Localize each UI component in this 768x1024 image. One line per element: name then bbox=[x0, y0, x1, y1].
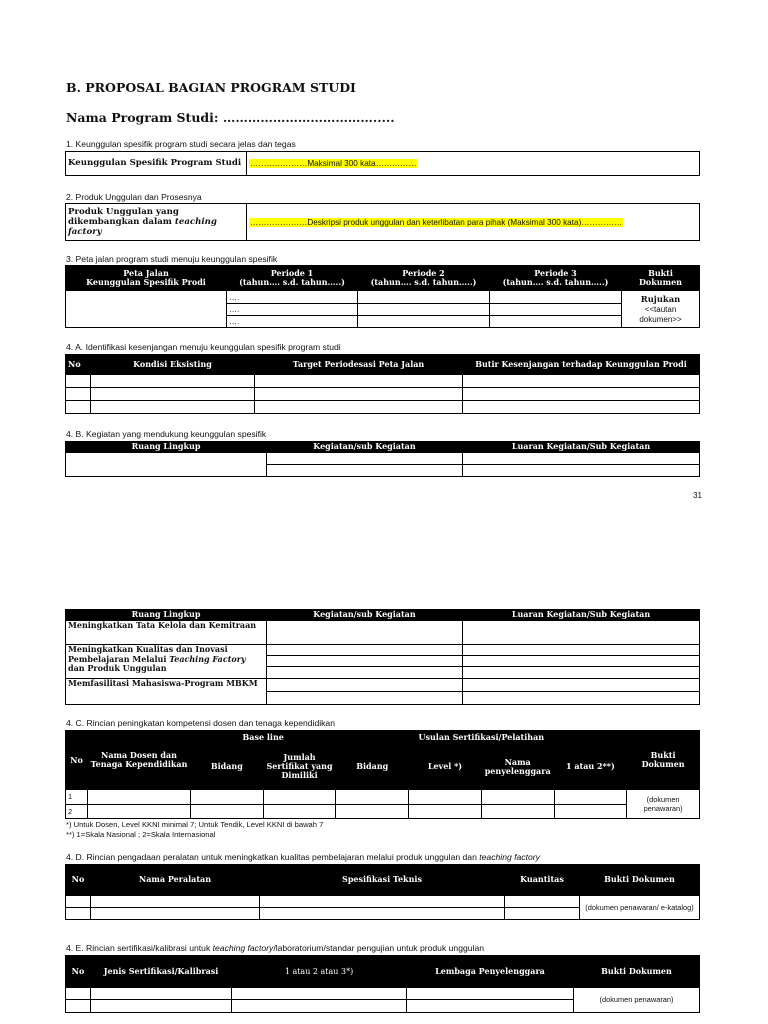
s4b-header-kegiatan: Kegiatan/sub Kegiatan bbox=[267, 442, 463, 453]
s4b-cont-cell[interactable] bbox=[463, 645, 700, 656]
s3-cell[interactable] bbox=[358, 303, 490, 315]
s4c-table bbox=[65, 730, 700, 819]
s4c-row-no-1: 1 bbox=[66, 790, 88, 804]
s4c-note-2: **) 1=Skala Nasional ; 2=Skala Internasional bbox=[66, 830, 216, 839]
s4b-caption: 4. B. Kegiatan yang mendukung keunggulan spesifik bbox=[66, 429, 267, 439]
s4c-cell[interactable] bbox=[191, 804, 264, 818]
s4c-caption: 4. C. Rincian peningkatan kompetensi dosen dan tenaga kependidikan bbox=[66, 718, 335, 728]
section-title: B. PROPOSAL BAGIAN PROGRAM STUDI bbox=[66, 80, 356, 95]
page-number: 31 bbox=[693, 491, 702, 500]
s4e-cell[interactable] bbox=[66, 987, 91, 1000]
s4a-cell[interactable] bbox=[91, 375, 255, 388]
s4d-table bbox=[65, 864, 700, 920]
s4c-cell[interactable] bbox=[263, 804, 336, 818]
s4b-cont-header-luaran: Luaran Kegiatan/Sub Kegiatan bbox=[463, 610, 700, 621]
s4b-cont-cell[interactable] bbox=[463, 667, 700, 679]
s4d-bukti-value[interactable]: (dokumen penawaran/ e-katalog) bbox=[580, 895, 700, 919]
s4c-header-nama: Nama Dosen dan Tenaga Kependidikan bbox=[88, 731, 191, 790]
s4e-header-bukti: Bukti Dokumen bbox=[574, 956, 700, 988]
s4c-cell[interactable] bbox=[336, 790, 409, 804]
s1-value: …………………Maksimal 300 kata…………… bbox=[250, 159, 417, 168]
s2-table bbox=[65, 203, 700, 241]
s4d-header-bukti: Bukti Dokumen bbox=[580, 865, 700, 896]
s4b-cont-r1: Meningkatkan Tata Kelola dan Kemitraan bbox=[66, 621, 267, 645]
s4a-header-kondisi: Kondisi Eksisting bbox=[91, 355, 255, 375]
s4b-cont-header-kegiatan: Kegiatan/sub Kegiatan bbox=[267, 610, 463, 621]
s4c-header-usulan: Usulan Sertifikasi/Pelatihan bbox=[336, 731, 627, 744]
s4b-cont-cell[interactable] bbox=[267, 679, 463, 692]
s3-cell-peta[interactable] bbox=[66, 291, 227, 328]
s4b-cont-r2: Meningkatkan Kualitas dan Inovasi Pembelajaran Melalui Teaching Factory dan Produk Unggulan bbox=[66, 645, 267, 679]
s3-row-2[interactable]: …. bbox=[227, 303, 358, 315]
s4c-cell[interactable] bbox=[191, 790, 264, 804]
s3-header-periode3: Periode 3 (tahun…. s.d. tahun…..) bbox=[490, 266, 622, 291]
s4a-cell[interactable] bbox=[255, 401, 463, 414]
s4d-cell[interactable] bbox=[260, 895, 505, 907]
s2-value: …………………Deskripsi produk unggulan dan keterlibatan para pihak (Maksimal 300 kata)…………… bbox=[250, 217, 623, 227]
s3-row-3[interactable]: …. bbox=[227, 315, 358, 327]
s3-cell[interactable] bbox=[358, 291, 490, 303]
s4c-cell[interactable] bbox=[409, 804, 482, 818]
s4e-header-lembaga: Lembaga Penyelenggara bbox=[407, 956, 574, 988]
s4b-cont-cell[interactable] bbox=[267, 656, 463, 667]
s4b-cell-ruang[interactable] bbox=[66, 453, 267, 477]
s4c-row-no-2: 2 bbox=[66, 804, 88, 818]
s3-cell[interactable] bbox=[490, 303, 622, 315]
s4c-cell[interactable] bbox=[263, 790, 336, 804]
s4b-cell[interactable] bbox=[463, 453, 700, 465]
s4d-cell[interactable] bbox=[66, 895, 91, 907]
s4e-cell[interactable] bbox=[407, 1000, 574, 1013]
s1-table bbox=[65, 151, 700, 176]
s4c-note-1: *) Untuk Dosen, Level KKNI minimal 7; Untuk Tendik, Level KKNI di bawah 7 bbox=[66, 820, 324, 829]
s3-header-bukti: Bukti Dokumen bbox=[622, 266, 700, 291]
s4e-header-no: No bbox=[66, 956, 91, 988]
s4d-cell[interactable] bbox=[260, 907, 505, 919]
s4d-cell[interactable] bbox=[91, 907, 260, 919]
s4c-header-jumlah: Jumlah Sertifikat yang Dimiliki bbox=[263, 744, 336, 790]
s4b-cont-cell[interactable] bbox=[267, 645, 463, 656]
s4c-header-bukti: Bukti Dokumen bbox=[627, 731, 700, 790]
s3-cell[interactable] bbox=[490, 291, 622, 303]
s4a-header-target: Target Periodesasi Peta Jalan bbox=[255, 355, 463, 375]
s1-caption: 1. Keunggulan spesifik program studi secara jelas dan tegas bbox=[66, 139, 296, 149]
s4c-bukti-value[interactable]: (dokumen penawaran) bbox=[627, 790, 700, 819]
s4d-cell[interactable] bbox=[505, 895, 580, 907]
s4a-table bbox=[65, 354, 700, 414]
s4b-header-ruang: Ruang Lingkup bbox=[66, 442, 267, 453]
s4e-cell[interactable] bbox=[232, 987, 407, 1000]
s4b-cont-cell[interactable] bbox=[267, 667, 463, 679]
s4c-cell[interactable] bbox=[336, 804, 409, 818]
s4e-cell[interactable] bbox=[66, 1000, 91, 1013]
s3-header-periode1: Periode 1 (tahun…. s.d. tahun…..) bbox=[227, 266, 358, 291]
s4b-cell[interactable] bbox=[463, 465, 700, 477]
s4e-table bbox=[65, 955, 700, 1013]
s4b-cont-cell[interactable] bbox=[463, 692, 700, 705]
s4d-header-no: No bbox=[66, 865, 91, 896]
s4b-cont-header-ruang: Ruang Lingkup bbox=[66, 610, 267, 621]
s3-caption: 3. Peta jalan program studi menuju keunggulan spesifik bbox=[66, 254, 278, 264]
s4b-cell[interactable] bbox=[267, 465, 463, 477]
s4a-cell[interactable] bbox=[91, 388, 255, 401]
s4c-header-bidang-usulan: Bidang bbox=[336, 744, 409, 790]
s4b-header-luaran: Luaran Kegiatan/Sub Kegiatan bbox=[463, 442, 700, 453]
s4c-header-skala: 1 atau 2**) bbox=[554, 744, 627, 790]
s4c-header-level: Level *) bbox=[409, 744, 482, 790]
s4a-header-butir: Butir Kesenjangan terhadap Keunggulan Prodi bbox=[463, 355, 700, 375]
s2-caption: 2. Produk Unggulan dan Prosesnya bbox=[66, 192, 202, 202]
s1-value-cell[interactable] bbox=[247, 152, 700, 176]
s4d-cell[interactable] bbox=[91, 895, 260, 907]
s4b-cont-cell[interactable] bbox=[267, 692, 463, 705]
s4a-cell[interactable] bbox=[255, 388, 463, 401]
s4a-cell[interactable] bbox=[463, 388, 700, 401]
s3-header-periode2: Periode 2 (tahun…. s.d. tahun…..) bbox=[358, 266, 490, 291]
s4d-header-spesifikasi: Spesifikasi Teknis bbox=[260, 865, 505, 896]
s4c-cell[interactable] bbox=[88, 790, 191, 804]
s4a-cell[interactable] bbox=[463, 401, 700, 414]
s4c-header-baseline: Base line bbox=[191, 731, 336, 744]
s4d-caption: 4. D. Rincian pengadaan peralatan untuk meningkatkan kualitas pembelajaran melalui produk unggulan dan teaching factory bbox=[66, 852, 540, 862]
s4e-header-skala: 1 atau 2 atau 3*) bbox=[232, 956, 407, 988]
s4d-cell[interactable] bbox=[505, 907, 580, 919]
s2-value-cell[interactable] bbox=[247, 204, 700, 241]
s4e-caption: 4. E. Rincian sertifikasi/kalibrasi untuk teaching factory/laboratorium/standar pengujian untuk produk unggulan bbox=[66, 943, 485, 953]
s3-cell[interactable] bbox=[490, 315, 622, 327]
s3-bukti-cell[interactable] bbox=[622, 291, 700, 328]
s4e-cell[interactable] bbox=[407, 987, 574, 1000]
s4d-header-nama: Nama Peralatan bbox=[91, 865, 260, 896]
s4b-cont-cell[interactable] bbox=[463, 621, 700, 645]
s4e-cell[interactable] bbox=[91, 1000, 232, 1013]
s4b-table bbox=[65, 441, 700, 477]
prodi-name-label: Nama Program Studi: ………………………………..... bbox=[66, 110, 395, 125]
s4e-cell[interactable] bbox=[91, 987, 232, 1000]
s4c-header-penyelenggara: Nama penyelenggara bbox=[481, 744, 554, 790]
s3-cell[interactable] bbox=[358, 315, 490, 327]
s4a-cell[interactable] bbox=[66, 388, 91, 401]
s3-rujukan: Rujukan bbox=[640, 293, 681, 304]
s4a-cell[interactable] bbox=[66, 401, 91, 414]
s4c-cell[interactable] bbox=[554, 804, 627, 818]
s4b-cont-cell[interactable] bbox=[267, 621, 463, 645]
s4c-cell[interactable] bbox=[88, 804, 191, 818]
s4d-cell[interactable] bbox=[66, 907, 91, 919]
s4e-cell[interactable] bbox=[232, 1000, 407, 1013]
s3-header-peta: Peta Jalan Keunggulan Spesifik Prodi bbox=[66, 266, 227, 291]
s4a-caption: 4. A. Identifikasi kesenjangan menuju keunggulan spesifik program studi bbox=[66, 342, 341, 352]
s4d-header-kuantitas: Kuantitas bbox=[505, 865, 580, 896]
s4c-cell[interactable] bbox=[481, 804, 554, 818]
s4b-cont-cell[interactable] bbox=[463, 656, 700, 667]
s4e-bukti-value[interactable]: (dokumen penawaran) bbox=[574, 987, 700, 1012]
s4b-cont-r3: Memfasilitasi Mahasiswa-Program MBKM bbox=[66, 679, 267, 705]
s4a-cell[interactable] bbox=[66, 375, 91, 388]
s4a-header-no: No bbox=[66, 355, 91, 375]
s4c-header-no: No bbox=[66, 731, 88, 790]
s4a-cell[interactable] bbox=[91, 401, 255, 414]
s3-tautan: <<tautan dokumen>> bbox=[639, 304, 682, 324]
s4b-cell[interactable] bbox=[267, 453, 463, 465]
s4c-header-bidang-base: Bidang bbox=[191, 744, 264, 790]
s4b-cont-cell[interactable] bbox=[463, 679, 700, 692]
s4a-cell[interactable] bbox=[255, 375, 463, 388]
s4c-cell[interactable] bbox=[554, 790, 627, 804]
s3-row-1[interactable]: …. bbox=[227, 291, 358, 303]
s4a-cell[interactable] bbox=[463, 375, 700, 388]
s1-label: Keunggulan Spesifik Program Studi bbox=[66, 152, 247, 176]
s4c-cell[interactable] bbox=[409, 790, 482, 804]
s4b-cont-table bbox=[65, 609, 700, 705]
s3-table bbox=[65, 265, 700, 328]
s2-label: Produk Unggulan yang dikembangkan dalam teaching factory bbox=[66, 204, 247, 241]
s4e-header-jenis: Jenis Sertifikasi/Kalibrasi bbox=[91, 956, 232, 988]
s4c-cell[interactable] bbox=[481, 790, 554, 804]
